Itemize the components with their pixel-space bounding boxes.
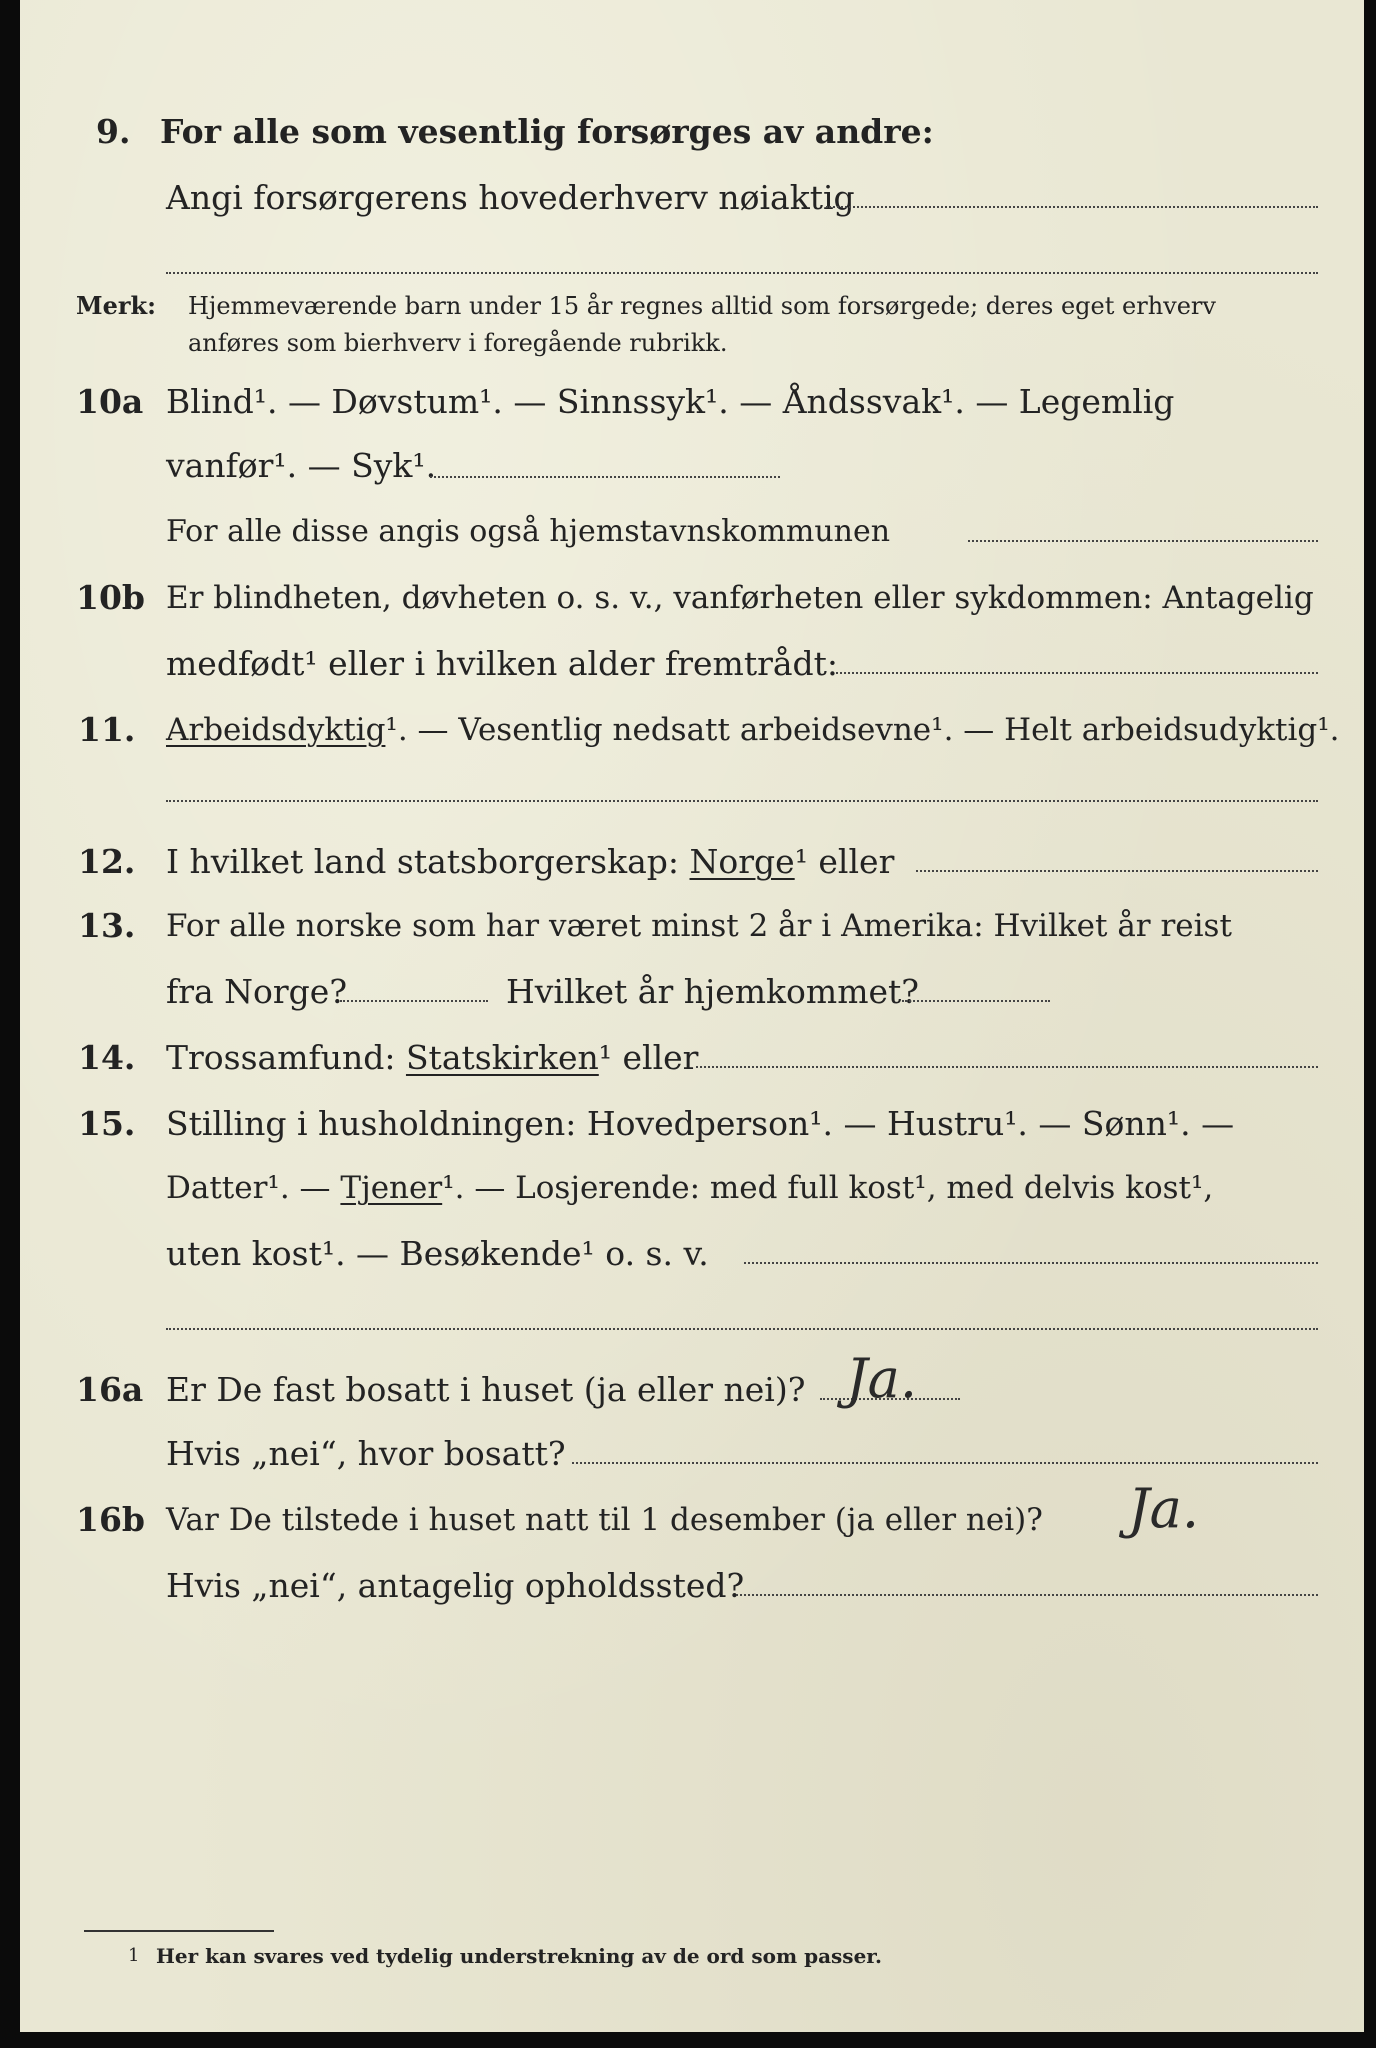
question-15-line-2a: Datter¹. — (166, 1170, 331, 1206)
question-9-number: 9. (96, 112, 131, 151)
question-15-line-2 (166, 1168, 1213, 1208)
question-9-prompt: Angi forsørgerens hovederhverv nøiaktig (166, 178, 855, 217)
question-14-prompt: Trossamfund: (166, 1038, 396, 1077)
question-10a-answer-line (430, 476, 780, 478)
option-statskirken-underlined: Statskirken (405, 1038, 599, 1077)
question-10a-number: 10a (76, 382, 144, 421)
question-16a-number: 16a (76, 1370, 144, 1409)
question-13-line-2a: fra Norge? (166, 972, 348, 1011)
question-15-line-3: uten kost¹. — Besøkende¹ o. s. v. (166, 1234, 709, 1273)
option-tjener-underlined: Tjener (340, 1170, 443, 1206)
census-form-page (20, 0, 1364, 2032)
question-14-post: ¹ eller (598, 1038, 699, 1077)
question-14-line (166, 1038, 698, 1078)
question-12-number: 12. (78, 842, 136, 881)
question-10a-hometown-line (968, 540, 1318, 542)
question-10b-line-2: medfødt¹ eller i hvilken alder fremtrådt: (166, 644, 839, 683)
question-16a-location-line (572, 1462, 1318, 1464)
question-16b-line-1: Var De tilstede i huset natt til 1 desember (ja eller nei)? (166, 1502, 1043, 1538)
question-10a-line-1: Blind¹. — Døvstum¹. — Sinnssyk¹. — Åndssvak¹. — Legemlig (166, 382, 1175, 421)
question-14-number: 14. (78, 1038, 136, 1077)
note-line-2: anføres som bierhverv i foregående rubrikk. (188, 329, 728, 357)
option-arbeidsdyktig-underlined: Arbeidsdyktig (166, 712, 386, 748)
question-9-answer-line (826, 206, 1318, 208)
question-13-departure-line (340, 1000, 488, 1002)
question-10b-line-1: Er blindheten, døvheten o. s. v., vanførheten eller sykdommen: Antagelig (166, 580, 1314, 616)
question-10b-answer-line (836, 672, 1318, 674)
question-16b-line-2: Hvis „nei“, antagelig opholdssted? (166, 1566, 745, 1605)
question-10a-line-2: vanfør¹. — Syk¹. (166, 446, 437, 485)
question-9-answer-line-2 (166, 272, 1318, 274)
question-11-number: 11. (78, 710, 136, 749)
question-13-line-2b: Hvilket år hjemkommet? (506, 972, 919, 1011)
question-15-line-2b: ¹. — Losjerende: med full kost¹, med delvis kost¹, (442, 1170, 1214, 1206)
question-13-line-1: For alle norske som har været minst 2 år i Amerika: Hvilket år reist (166, 908, 1232, 944)
question-9-heading: For alle som vesentlig forsørges av andre: (160, 112, 934, 151)
footnote-text: Her kan svares ved tydelig understrekning av de ord som passer. (156, 1944, 882, 1968)
question-16b-handwritten-answer: Ja. (1128, 1477, 1200, 1540)
note-line-1: Hjemmeværende barn under 15 år regnes alltid som forsørgede; deres eget erhverv (188, 292, 1216, 320)
question-12-line (166, 842, 894, 882)
option-norge-underlined: Norge (689, 842, 795, 881)
question-15-number: 15. (78, 1104, 136, 1143)
note-label: Merk: (76, 291, 156, 320)
question-15-line-1: Stilling i husholdningen: Hovedperson¹. — Hustru¹. — Sønn¹. — (166, 1104, 1235, 1143)
footnote-mark: 1 (128, 1945, 140, 1966)
footnote-rule (84, 1930, 274, 1932)
question-11-rest: ¹. — Vesentlig nedsatt arbeidsevne¹. — Helt arbeidsudyktig¹. (385, 712, 1340, 748)
question-14-answer-line (696, 1066, 1318, 1068)
question-16b-number: 16b (76, 1500, 145, 1539)
question-11-answer-line (166, 800, 1318, 802)
question-10b-number: 10b (76, 578, 145, 617)
question-12-post: ¹ eller (794, 842, 895, 881)
question-16b-location-line (736, 1594, 1318, 1596)
question-16a-handwritten-answer: Ja. (846, 1347, 918, 1410)
question-11-line (166, 710, 1340, 750)
question-13-number: 13. (78, 906, 136, 945)
question-16a-line-1: Er De fast bosatt i huset (ja eller nei)? (166, 1370, 806, 1409)
question-10a-line-3: For alle disse angis også hjemstavnskommunen (166, 514, 891, 549)
question-13-return-line (902, 1000, 1050, 1002)
question-16a-line-2: Hvis „nei“, hvor bosatt? (166, 1434, 566, 1473)
question-15-answer-line-2 (166, 1328, 1318, 1330)
question-12-prompt: I hvilket land statsborgerskap: (166, 842, 680, 881)
question-12-answer-line (916, 870, 1318, 872)
question-15-answer-line (744, 1262, 1318, 1264)
